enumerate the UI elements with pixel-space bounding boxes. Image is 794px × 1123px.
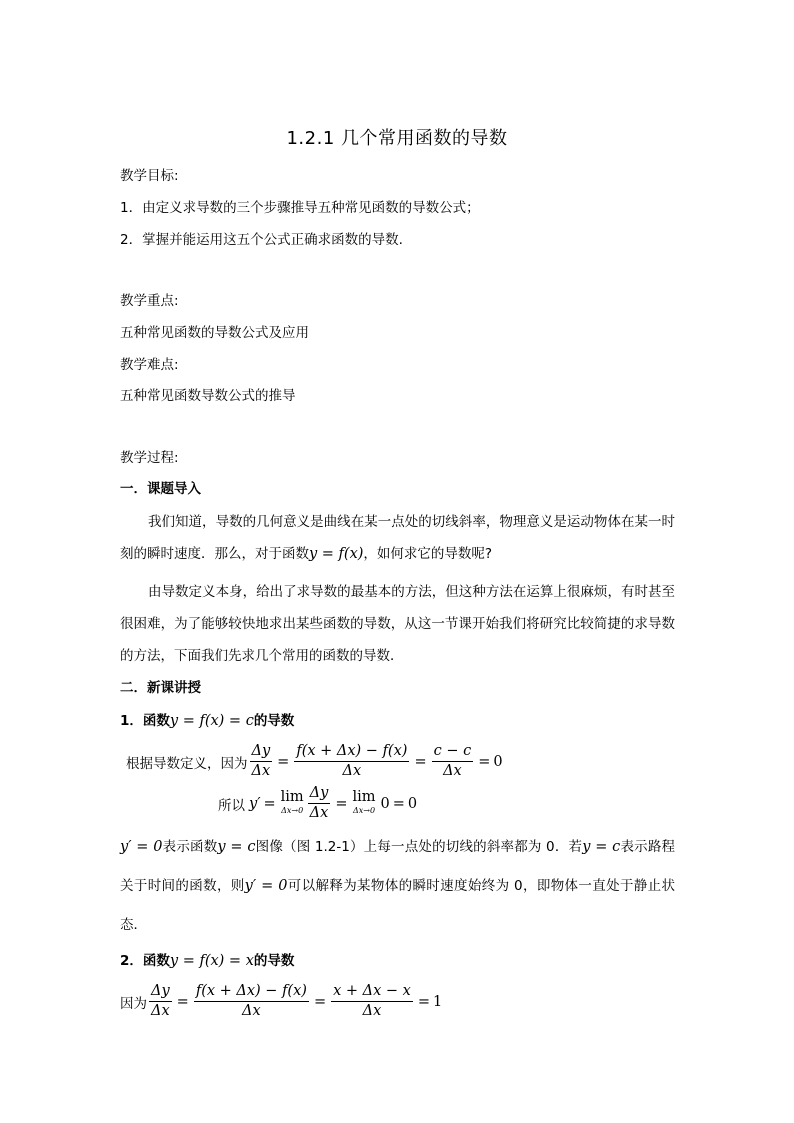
equals-sign: = (414, 753, 427, 770)
item1-exp-text-3: 表示路程关于时间的函数，则 (120, 839, 676, 894)
fraction-denominator: Δx (331, 1001, 413, 1021)
objective-item-2: 2．掌握并能运用这五个公式正确求函数的导数. (120, 232, 403, 248)
limit-operator (281, 790, 304, 818)
item1-heading (120, 712, 294, 730)
objectives-heading: 教学目标: (120, 168, 179, 184)
equals-sign: = (263, 795, 276, 812)
item1-label-post: 的导数 (253, 713, 295, 729)
item1-eq1-result: 0 (493, 753, 503, 770)
document-title: 1.2.1 几个常用函数的导数 (286, 128, 508, 149)
item2-label-math: y = f(x) = x (169, 953, 254, 969)
equals-sign: = (392, 795, 405, 812)
item2-equation (120, 982, 442, 1021)
section1-para1-text-b: ，如何求它的导数呢? (363, 546, 493, 562)
fraction-denominator: Δx (194, 1001, 309, 1021)
fraction-denominator: Δx (250, 761, 273, 781)
item1-eq2-mid: 0 (380, 795, 390, 812)
equals-sign: = (417, 993, 430, 1010)
fraction-denominator: Δx (149, 1001, 172, 1021)
item1-exp-text-1: 表示函数 (162, 839, 218, 855)
limit-word: lim (352, 788, 376, 805)
section1-paragraph-2: 由导数定义本身，给出了求导数的最基本的方法，但这种方法在运算上很麻烦，有时甚至很困难，为了能够较快地求出某些函数的导数，从这一节课开始我们将研究比较简捷的求导数的方法，下面我们先求几个常用的函数的导数． (120, 584, 675, 664)
section1-para1-text-a: 我们知道，导数的几何意义是曲线在某一点处的切线斜率，物理意义是运动物体在某一时刻的瞬时速度．那么，对于函数 (120, 514, 675, 562)
equals-sign: = (313, 993, 327, 1010)
item1-exp-math-3: y = c (582, 839, 621, 855)
item2-fraction-2 (194, 982, 309, 1021)
fraction-numerator: Δy (251, 743, 271, 759)
fraction-denominator: Δx (294, 761, 409, 781)
equals-sign: = (335, 795, 348, 812)
objective-item-1: 1．由定义求导数的三个步骤推导五种常见函数的导数公式； (120, 200, 480, 216)
item1-eq2-result: 0 (407, 795, 418, 812)
key-points-heading: 教学重点: (120, 293, 179, 309)
item1-exp-math-4: y′ = 0 (244, 878, 288, 894)
section2-heading: 二．新课讲授 (120, 680, 201, 696)
item1-exp-math-2: y = c (217, 839, 256, 855)
limit-subscript: Δx→0 (281, 805, 304, 815)
section1-heading: 一．课题导入 (120, 481, 201, 497)
fraction-numerator: f(x + Δx) − f(x) (296, 743, 408, 759)
fraction-numerator: x + Δx − x (333, 983, 411, 999)
item1-eq1-fraction-3 (432, 742, 474, 781)
item1-explanation (120, 828, 675, 945)
equals-sign: = (277, 753, 290, 770)
item1-equation-1 (126, 742, 503, 781)
fraction-denominator: Δx (308, 803, 331, 823)
item1-exp-text-4: 可以解释为某物体的瞬时速度始终为 0，即物体一直处于静止状态． (120, 878, 676, 933)
item1-eq1-fraction-1 (250, 742, 273, 781)
limit-subscript: Δx→0 (352, 805, 376, 815)
process-heading: 教学过程: (120, 450, 179, 466)
item1-exp-text-2: 图像（图 1.2-1）上每一点处的切线的斜率都为 0．若 (255, 839, 583, 855)
key-points-text: 五种常见函数的导数公式及应用 (120, 325, 309, 341)
fraction-numerator: Δy (309, 785, 329, 801)
item1-exp-math-1: y′ = 0 (120, 839, 163, 855)
equals-sign: = (176, 993, 189, 1010)
item2-result: 1 (433, 993, 443, 1010)
section1-para1-math: y = f(x) (309, 546, 364, 562)
item1-eq2-lhs: y′ (249, 795, 261, 812)
fraction-denominator: Δx (432, 761, 474, 781)
item1-eq1-fraction-2 (294, 742, 409, 781)
item2-label-pre: 2．函数 (120, 953, 170, 969)
section1-paragraph-1 (120, 506, 675, 570)
item1-eq2-fraction (308, 784, 331, 823)
difficulties-text: 五种常见函数导数公式的推导 (120, 388, 296, 404)
item2-fraction-1 (149, 982, 172, 1021)
item2-fraction-3 (331, 982, 413, 1021)
difficulties-heading: 教学难点: (120, 357, 179, 373)
limit-operator (353, 790, 376, 818)
fraction-numerator: Δy (151, 983, 170, 999)
fraction-numerator: f(x + Δx) − f(x) (195, 983, 307, 999)
fraction-numerator: c − c (433, 743, 472, 759)
item1-label-math: y = f(x) = c (169, 713, 254, 729)
limit-word: lim (280, 788, 304, 805)
item2-label-post: 的导数 (253, 953, 295, 969)
equals-sign: = (478, 753, 491, 770)
item1-eq2-prefix: 所以 (218, 797, 245, 814)
item1-eq1-prefix: 根据导数定义，因为 (126, 755, 248, 772)
item1-label-pre: 1．函数 (120, 713, 170, 729)
item1-equation-2 (218, 784, 417, 823)
item2-eq-prefix: 因为 (120, 995, 147, 1012)
item2-heading (120, 952, 294, 970)
